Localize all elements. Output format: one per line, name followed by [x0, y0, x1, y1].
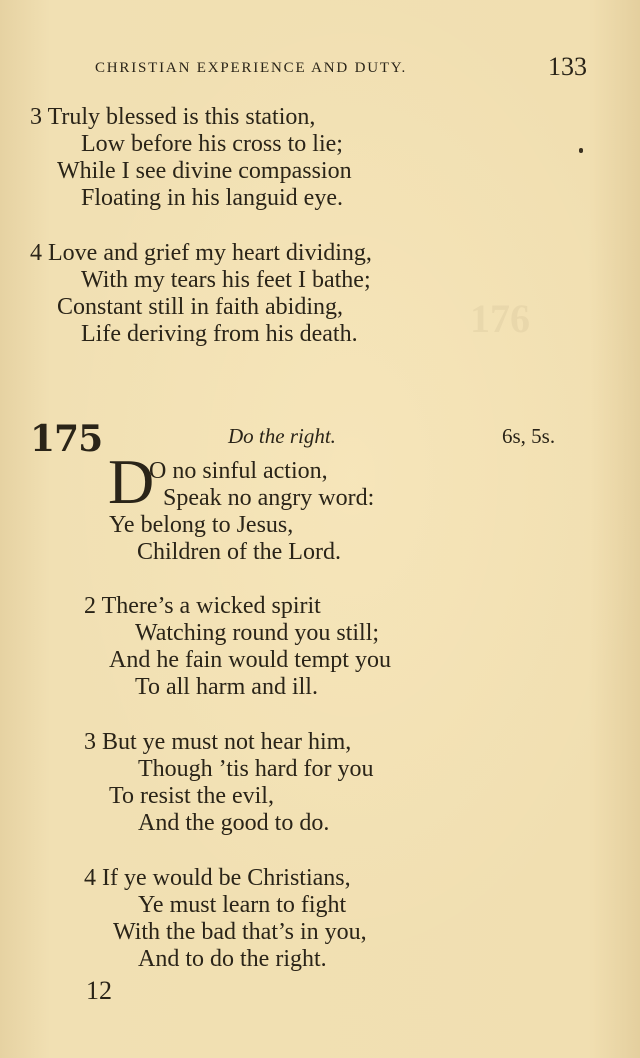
verse-line: Ye must learn to fight	[138, 892, 347, 918]
verse-line: And the good to do.	[138, 810, 330, 836]
verse-line: To all harm and ill.	[135, 674, 318, 700]
verse-line: Floating in his languid eye.	[81, 185, 343, 211]
hymn-meter: 6s, 5s.	[502, 424, 556, 448]
ink-speck	[579, 148, 583, 153]
verse-line: Though ’tis hard for you	[138, 756, 374, 782]
verse-line: Watching round you still;	[135, 620, 380, 646]
hymn-title: Do the right.	[228, 424, 336, 448]
hymnal-page: 176 CHRISTIAN EXPERIENCE AND DUTY. 133 3 Truly blessed is this station, Low before his cross to lie; While I see divine compassion Floating in his languid eye. 4 Love and grief my heart dividing, With my tears his feet I bathe; Constant still in faith abiding, Life deriving from his death. 175 Do the right. 6s, 5s. D O no sinful action, Speak no angry word: Ye belong to Jesus, Children of the Lord. 2 There’s a wicked spirit Watching round you still; And he fain would tempt you To all harm and ill. 3 But ye must not hear him, Though ’tis hard for you To resist the evil, And the good to do. 4 If ye would be Christians, Ye must learn to fight With the bad that’s in you, And to do the right. 12	[0, 0, 640, 1058]
hymn-number: 175	[30, 418, 103, 460]
verse-line: 3 But ye must not hear him,	[84, 729, 352, 755]
page-number: 133	[548, 52, 587, 81]
signature-mark: 12	[86, 976, 112, 1005]
verse-line: Low before his cross to lie;	[81, 131, 343, 157]
page-header	[0, 52, 640, 92]
verse-line: And to do the right.	[138, 946, 327, 972]
verse-line: 4 If ye would be Christians,	[84, 865, 351, 891]
verse-line: With the bad that’s in you,	[113, 919, 367, 945]
verse-line: 2 There’s a wicked spirit	[84, 593, 321, 619]
verse-line: 3 Truly blessed is this station,	[30, 104, 316, 130]
verse-line: Ye belong to Jesus,	[109, 512, 294, 538]
verse-line: Speak no angry word:	[163, 485, 375, 511]
verse-line: Life deriving from his death.	[81, 321, 358, 347]
verse-line: To resist the evil,	[109, 783, 274, 809]
verse-line: Children of the Lord.	[137, 539, 341, 565]
verse-line: O no sinful action,	[149, 458, 328, 484]
verse-line: 4 Love and grief my heart dividing,	[30, 240, 372, 266]
verse-line: With my tears his feet I bathe;	[81, 267, 371, 293]
verse-line: And he fain would tempt you	[109, 647, 391, 673]
running-head: CHRISTIAN EXPERIENCE AND DUTY.	[95, 60, 408, 76]
drop-cap: D	[108, 446, 155, 517]
verse-line: While I see divine compassion	[57, 158, 352, 184]
verse-line: Constant still in faith abiding,	[57, 294, 343, 320]
